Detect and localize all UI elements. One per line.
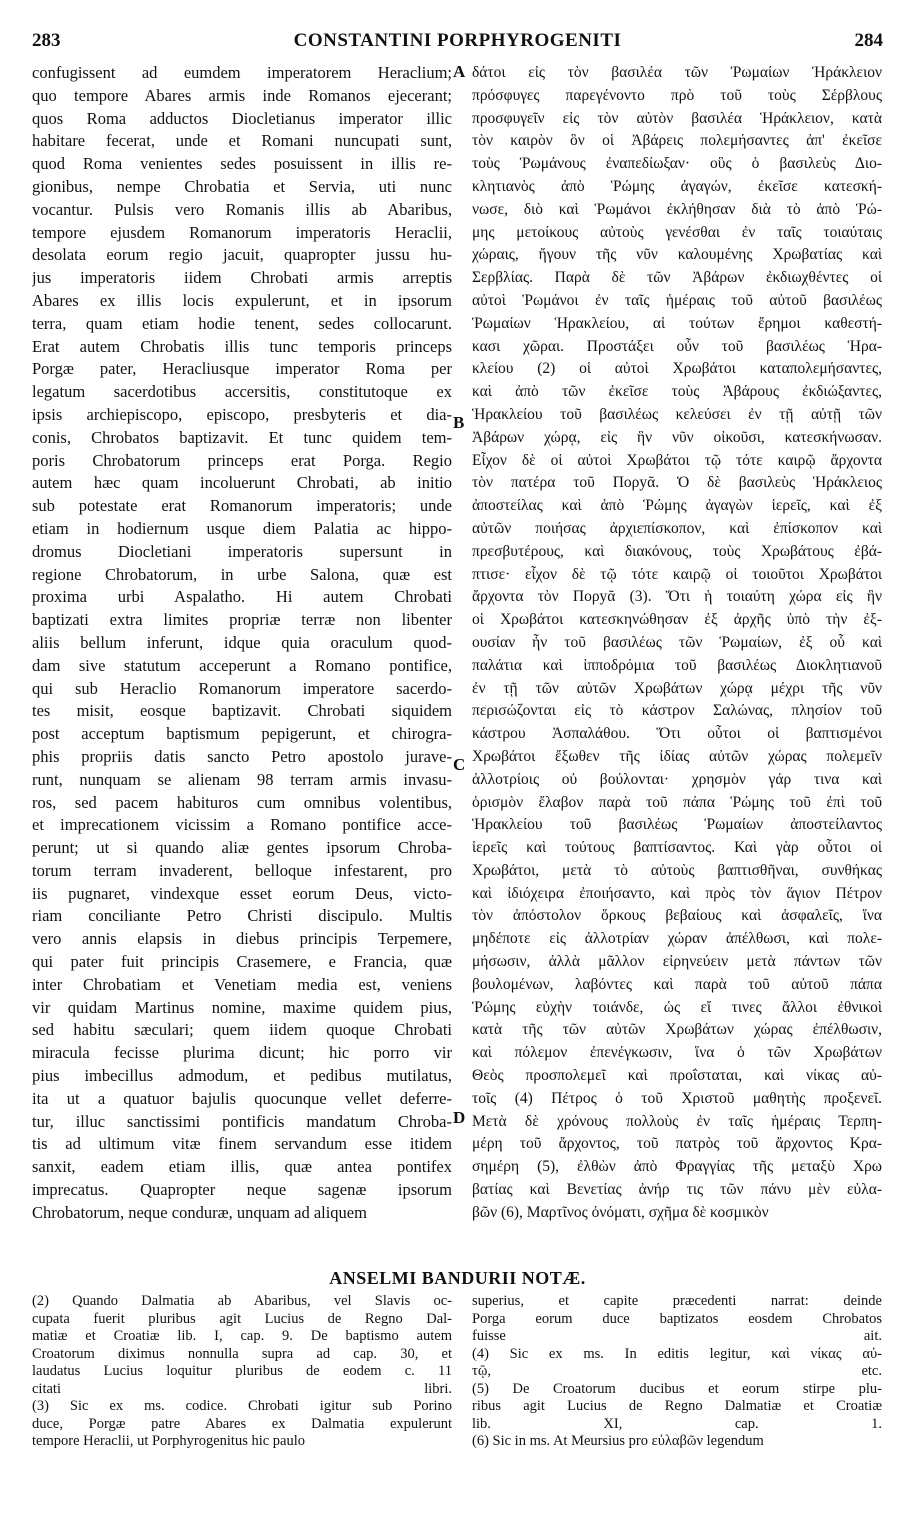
latin-text-line: runt, nunquam se alienam 98 terram armis invasu-	[32, 769, 452, 789]
latin-column	[32, 62, 452, 1225]
latin-text-line: proxima urbi Aspalatho. Hi autem Chrobati	[32, 587, 452, 607]
latin-text-line: vocantur. Pulsis vero Romanis illis ab Abaribus,	[32, 199, 452, 219]
note-line: ribus agit Lucius de Regno Dalmatiæ et Croatiæ	[472, 1398, 882, 1414]
notes-heading: ANSELMI BANDURII NOTÆ.	[329, 1268, 586, 1288]
note-line: cupata fuerit pluribus agit Lucius de Regno Dal-	[32, 1310, 452, 1327]
greek-text-line: χώραις, ἤγουν τῆς νῦν καλουμένης Χρωβατίας καὶ	[472, 246, 882, 264]
latin-text-line: baptizati extra limites propriæ terræ non libenter	[32, 610, 452, 630]
latin-text-line: et imprecationem vicissim a Romano pontifice acce-	[32, 815, 452, 835]
greek-text-line: τὸν πατέρα τοῦ Πορyᾶ. Ὁ δὲ βασιλεὺς Ἡράκλειος	[472, 474, 882, 492]
latin-text-line: inter Chrobatiam et Venetiam media est, veniens	[32, 974, 452, 994]
greek-text-line: καὶ ἰδιόχειρα ἐποιήσαντο, καὶ πρὸς τὸν ἅγιον Πέτρον	[472, 884, 882, 902]
note-line: duce, Porgæ patre Abares ex Dalmatia expulerunt	[32, 1415, 452, 1432]
latin-text-line: torum terram invaderent, belloque infestarent, pro	[32, 860, 452, 880]
greek-text-line: πτισε· εἶχον δὲ τῷ τότε καιρῷ οἱ τοιοῦτοι Χρωβάτοι	[472, 565, 882, 583]
latin-text-line: habitare fecerat, unde et Romani nuncupati sunt,	[32, 131, 452, 151]
latin-text-line: aliis bellum inferunt, idque quia oraculum quod-	[32, 632, 452, 652]
greek-text-line: μης μετοίκους αὐτοὺς γενέσθαι ἐν ταῖς τοιαύταις	[472, 223, 882, 241]
greek-text-line: ἐν τῇ τῶν αὐτῶν Χρωβάτων χώρᾳ μέχρι τῆς νῦν	[472, 679, 882, 697]
greek-text-line: βατίας καὶ Βενετίας ἀνήρ τις τῶν πάνυ μὲν εὐλα-	[472, 1181, 882, 1199]
note-line: laudatus Lucius loquitur pluribus de eodem c. 11	[32, 1363, 452, 1379]
note-line: tempore Heraclii, ut Porphyrogenitus hic paulo	[32, 1433, 306, 1449]
latin-text-line: iis pugnaret, vindexque esset eorum Deus, victo-	[32, 883, 452, 903]
latin-text-line: poris Chrobatorum princeps erat Porga. Regio	[32, 450, 452, 470]
margin-marker-c: C	[453, 755, 466, 774]
latin-text-line: tur, illuc sanctissimi pontificis mandatum Chroba-	[32, 1111, 452, 1131]
greek-text-line: μήσωσιν, ἀλλὰ μᾶλλον εἰρηνεύειν μετὰ πάντων τῶν	[472, 953, 882, 971]
greek-text-line: Μετὰ δὲ χρόνους πολλοὺς ἐν ταῖς ἡμέραις Τερπη-	[472, 1112, 882, 1130]
latin-text-line: pius imbecillus admodum, et pedibus mutilatus,	[32, 1066, 452, 1086]
latin-text-line: riam conciliante Petro Christi discipulo. Multis	[32, 906, 452, 926]
note-line: superius, et capite præcedenti narrat: deinde	[472, 1293, 882, 1309]
greek-text-line: καὶ ἀπὸ τῶν ἐκεῖσε τοὺς Ἀβάρους ἐκδιώξαντες,	[472, 383, 882, 401]
notes-right-column	[472, 1293, 882, 1451]
note-line: fuisse ait.	[472, 1328, 882, 1344]
greek-text-line: Ῥωμαίων Ἡρακλείου, αἱ τούτων ἔρημοι καθεστή-	[472, 314, 882, 332]
latin-text-line: Chrobatorum, neque conduræ, unquam ad aliquem	[32, 1202, 367, 1222]
margin-marker-a: A	[453, 62, 466, 81]
latin-text-line: sed habitu sæculari; quem iidem quoque Chrobati	[32, 1020, 452, 1040]
greek-text-line: βουλομένων, λαβόντες καὶ παρὰ τοῦ αὐτοῦ πάπα	[472, 975, 882, 993]
greek-text-line: δάτοι εἰς τὸν βασιλέα τῶν Ῥωμαίων Ἡράκλειον	[472, 64, 882, 81]
margin-marker-d: D	[453, 1108, 466, 1127]
latin-text-line: sanxit, eadem etiam illis, quæ antea pontifex	[32, 1157, 452, 1177]
latin-text-line: confugissent ad eumdem imperatorem Heraclium;	[32, 63, 452, 82]
greek-text-line: περισώζονται εἰς τὸ κάστρον Σαλώνας, πλησίον τοῦ	[472, 702, 882, 720]
greek-text-line: τὸν καιρὸν ὃν οἱ Ἀβάρεις πολεμήσαντες ἀπ' ἐκεῖσε	[472, 132, 882, 150]
note-line: Croatorum diximus nonnulla supra ad cap. 30, et	[32, 1345, 452, 1362]
latin-text-line: etiam in hodiernum usque diem Palatia ac hippo-	[32, 518, 452, 538]
note-line: (2) Quando Dalmatia ab Abaribus, vel Slavis oc-	[32, 1293, 452, 1309]
greek-text-line: μηδέποτε εἰς ἀλλοτρίαν χώραν ἀπέλθωσι, καὶ πολε-	[472, 930, 882, 948]
latin-text-line: quod Roma venientes sedes posuissent in illis re-	[32, 154, 452, 174]
latin-text-line: legatum sacerdotibus accersitis, constitutoque ex	[32, 382, 452, 402]
latin-text-line: perunt; ut si quando aliæ gentes ipsorum Chroba-	[32, 838, 452, 858]
latin-text-line: qui pater fuit principis Crasemere, e Francia, quæ	[32, 952, 452, 972]
greek-text-line: βῶν (6), Μαρτῖνος ὀνόματι, σχῆμα δὲ κοσμικὸν	[472, 1203, 769, 1221]
note-line: τῷ, etc.	[472, 1363, 882, 1379]
greek-column	[472, 62, 882, 1225]
greek-text-line: κλείου (2) οἱ αὐτοὶ Χρωβάτοι καταπολεμήσαντες,	[472, 360, 882, 378]
latin-text-line: tempore ejusdem Romanorum imperatoris Heraclii,	[32, 222, 452, 242]
note-line: (6) Sic in ms. At Meursius pro εὐλαβῶν legendum	[472, 1433, 764, 1449]
latin-text-line: dam sive statutum acceperunt a Romano pontifice,	[32, 655, 452, 675]
latin-text-line: autem hæc quam incoluerunt Chrobati, ab initio	[32, 473, 452, 493]
latin-text-line: imprecatus. Quapropter neque sagenæ ipsorum	[32, 1180, 452, 1200]
greek-text-line: κατὰ τῆς τῶν αὐτῶν Χρωβάτων χώρας ἐπέλθωσιν,	[472, 1021, 882, 1039]
greek-text-line: σημέρη (5), ἐλθὼν ἀπὸ Φραγγίας τῆς μεταξὺ Χρω	[472, 1158, 882, 1176]
latin-text-line: ros, sed pacem habituros cum omnibus volentibus,	[32, 792, 452, 812]
latin-text-line: conis, Chrobatos baptizavit. Et tunc quidem tem-	[32, 427, 452, 447]
greek-text-line: κασι χῶραι. Προστάξει οὖν τοῦ βασιλέως Ἡρα-	[472, 337, 882, 355]
greek-text-line: οἱ Χρωβάτοι κατεσκηνώθησαν ἐξ ἀρχῆς ὑπὸ τὴν ἐξ-	[472, 611, 882, 629]
latin-text-line: ita ut a quatuor bajulis quocunque vellet deferre-	[32, 1088, 452, 1108]
greek-text-line: Θεὸς προσπολεμεῖ καὶ προΐσταται, καὶ νίκας αὐ-	[472, 1067, 882, 1085]
greek-text-line: ἀλλοτρίοις οὐ βούλονται· χρησμὸν γάρ τινα καὶ	[472, 770, 882, 788]
note-line: (5) De Croatorum ducibus et eorum stirpe plu-	[472, 1380, 882, 1397]
latin-text-line: phis propriis datis sancto Petro apostolo jurave-	[32, 746, 452, 766]
greek-text-line: ουσίαν ἦν τοῦ βασιλέως τῶν Ῥωμαίων, ἐξ οὗ καὶ	[472, 633, 882, 651]
greek-text-line: προσφυγεῖν εἰς τὸν αὐτὸν βασιλέα Ἡράκλειον, κατὰ	[472, 109, 882, 127]
latin-text-line: post acceptum baptismum pepigerunt, et chirogra-	[32, 724, 452, 744]
note-line: lib. XI, cap. 1.	[472, 1415, 882, 1432]
latin-text-line: tis ad ultimum vitæ finem servandum esse itidem	[32, 1134, 452, 1154]
latin-text-line: gionibus, nempe Chrobatia et Servia, uti nunc	[32, 176, 452, 196]
greek-text-line: κλητιανὸς ἀπὸ Ῥώμης ἀγαγών, ἐκεῖσε κατεσκή-	[472, 177, 882, 195]
greek-text-line: Σερβλίας. Παρὰ δὲ τῶν Ἀβάρων ἐκδιωχθέντες οἱ	[472, 269, 882, 287]
latin-text-line: quos Roma adductos Diocletianus imperator illic	[32, 108, 452, 128]
latin-text-line: quo tempore Abares armis inde Romanos ejecerant;	[32, 85, 452, 105]
latin-text-line: regione Chrobatorum, in urbe Salona, quæ est	[32, 564, 452, 584]
greek-text-line: Χρωβάτοι, μετὰ τὸ αὐτοὺς βαπτισθῆναι, συνθήκας	[472, 861, 882, 879]
latin-text-line: jus imperatoris iidem Chrobati armis arreptis	[32, 268, 452, 288]
greek-text-line: Εἶχον δὲ οἱ αὐτοὶ Χρωβάτοι τῷ τότε καιρῷ ἄρχοντα	[472, 451, 882, 469]
greek-text-line: Χρωβάτοι ἔξωθεν τῆς ἰδίας αὐτῶν χώρας πολεμεῖν	[472, 747, 882, 765]
latin-text-line: Erat autem Chrobatis illis tunc temporis princeps	[32, 336, 452, 356]
latin-text-line: Abares ex illis locis expulerunt, et in ipsorum	[32, 290, 452, 310]
latin-text-line: ipsis archiepiscopo, episcopo, presbyteris et dia-	[32, 404, 452, 424]
running-title: CONSTANTINI PORPHYROGENITI	[293, 30, 622, 51]
latin-text-line: desolata eorum regio jacuit, quapropter jussu hu-	[32, 245, 452, 265]
greek-text-line: πρόσφυγες παρεγένοντο πρὸ τοῦ τοὺς Σέρβλους	[472, 86, 882, 104]
greek-text-line: αὐτοὶ Ῥωμάνοι ἐν ταῖς ἡμέραις τοῦ αὐτοῦ βασιλέως	[472, 291, 882, 309]
greek-text-line: ἀποστείλας καὶ ἀπὸ Ῥώμης ἀγαγὼν ἱερεῖς, καὶ ἐξ	[472, 497, 882, 515]
latin-text-line: tes misit, eosque baptizavit. Chrobati siquidem	[32, 701, 452, 721]
greek-text-line: τοῖς (4) Πέτρος ὁ τοῦ Χριστοῦ μαθητὴς προξενεῖ.	[472, 1089, 882, 1107]
note-line: (3) Sic ex ms. codice. Chrobati igitur sub Porino	[32, 1398, 452, 1414]
greek-text-line: αὐτῶν ποιήσας ἀρχιεπίσκοπον, καὶ ἐπίσκοπον καὶ	[472, 519, 882, 537]
notes-left-column	[32, 1293, 452, 1451]
greek-text-line: μέρη τοῦ ἄρχοντος, τοῦ πατρὸς τοῦ ἄρχοντος Κρα-	[472, 1135, 882, 1153]
page-number-left: 283	[32, 30, 61, 51]
greek-text-line: τὸν ἀπόστολον ὅρκους βεβαίους καὶ ἀσφαλεῖς, ἵνα	[472, 907, 882, 925]
greek-text-line: τοὺς Ῥωμάνους ἐναπεδίωξαν· οὓς ὁ βασιλεὺς Διο-	[472, 155, 882, 173]
latin-text-line: vir quidam Martinus nomine, maxime quidem pius,	[32, 997, 452, 1017]
greek-text-line: παλάτια καὶ ἱπποδρόμια τοῦ βασιλέως Διοκλητιανοῦ	[472, 656, 882, 674]
note-line: matiæ et Croatiæ lib. I, cap. 9. De baptismo autem	[32, 1328, 452, 1344]
greek-text-line: Ἀβάρων χώρᾳ, εἰς ἣν νῦν οἰκοῦσι, κατεσκήνωσαν.	[472, 428, 882, 446]
greek-text-line: Ῥώμης εὐχὴν τοιάνδε, ὡς εἴ τινες ἄλλοι ἐθνικοὶ	[472, 998, 882, 1016]
note-line: citati libri.	[32, 1380, 452, 1397]
margin-marker-b: B	[453, 413, 465, 432]
latin-text-line: vero annis elapsis in diebus principis Terpemere,	[32, 929, 452, 949]
latin-text-line: Porgæ pater, Heracliusque imperator Roma per	[32, 359, 452, 379]
latin-text-line: terra, quam etiam hodie tenent, sedes collocarunt.	[32, 313, 452, 333]
greek-text-line: νωσε, διὸ καὶ Ῥωμάνοι ἐκλήθησαν διὰ τὸ ἀπὸ Ῥώ-	[472, 200, 882, 218]
note-line: (4) Sic ex ms. In editis legitur, καὶ νίκας αὐ-	[472, 1345, 882, 1362]
latin-text-line: sub potestate erat Romanorum imperatoris; unde	[32, 496, 452, 516]
running-header	[32, 30, 883, 54]
greek-text-line: ὁρισμὸν ἔλαβον παρὰ τοῦ πάπα Ῥώμης τοῦ ἐπὶ τοῦ	[472, 793, 882, 811]
greek-text-line: ἄρχοντα τὸν Πορyᾶ (3). Ὅτι ἡ τοιαύτη χώρα εἰς ἣν	[472, 588, 882, 606]
greek-text-line: καὶ πόλεμον ἐπενέγκωσιν, ἵνα ὁ τῶν Χρωβάτων	[472, 1044, 882, 1062]
greek-text-line: ἱερεῖς καὶ τούτους βαπτίσαντος. Καὶ γὰρ οὗτοι οἱ	[472, 839, 882, 857]
greek-text-line: Ἡρακλείου τοῦ βασιλέως Ῥωμαίων ἀποστείλαντος	[472, 816, 882, 834]
greek-text-line: κάστρου Ἀσπαλάθου. Ὅτι οὗτοι οἱ βαπτισμένοι	[472, 725, 882, 743]
latin-text-line: qui sub Heraclio Romanorum imperatore sacerdo-	[32, 678, 452, 698]
latin-text-line: miracula fecisse plurima dicunt; hic porro vir	[32, 1043, 452, 1063]
greek-text-line: πρεσβυτέρους, καὶ διακόνους, τοὺς Χρωβάτους ἐβά-	[472, 542, 882, 560]
latin-text-line: dromus Diocletiani imperatoris supersunt in	[32, 541, 452, 561]
page-number-right: 284	[854, 30, 883, 51]
greek-text-line: Ἡρακλείου τοῦ βασιλέως κελεύσει ἐν τῇ αὐτῇ τῶν	[472, 405, 882, 423]
note-line: Porga eorum duce baptizatos eosdem Chrobatos	[472, 1310, 882, 1327]
